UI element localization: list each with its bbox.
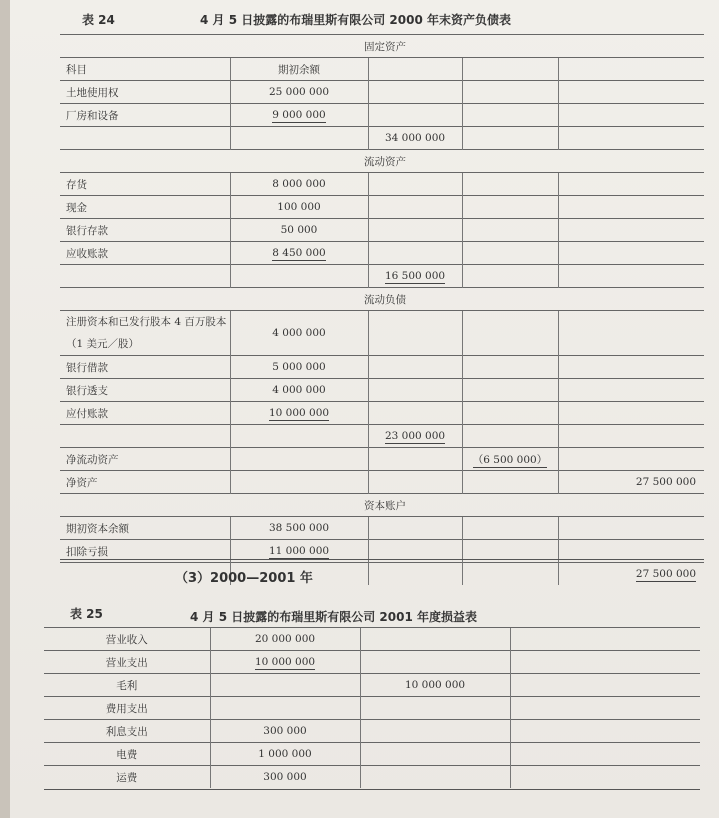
row-label: 银行借款 [60,356,230,379]
gross-profit-value: 10 000 000 [404,679,466,691]
table-row [60,563,704,586]
table-row [44,766,700,789]
table-row [60,104,704,127]
row-label: 注册资本和已发行股本 4 百万股本（1 美元／股） [60,311,230,356]
row-label: 营业支出 [44,651,210,674]
current-liabilities-total: 23 000 000 [384,430,446,442]
table-row [60,379,704,402]
current-assets-header-row [60,150,704,173]
table-row [60,448,704,471]
current-liabilities-header-row [60,288,704,311]
row-label: 银行存款 [60,219,230,242]
table-row [44,720,700,743]
section-header: 固定资产 [60,35,704,58]
row-value: 11 000 000 [268,545,330,557]
row-label: 银行透支 [60,379,230,402]
capital-account-total: 27 500 000 [635,568,697,580]
table-row [44,628,700,651]
row-value: 4 000 000 [272,384,326,396]
table-row [60,196,704,219]
table-row [44,651,700,674]
capital-account-header-row [60,494,704,517]
net-current-assets-value: （6 500 000） [472,453,548,466]
row-value: 50 000 [280,224,318,236]
row-value: 8 450 000 [272,247,326,259]
table24-bottom-rule [60,559,704,560]
row-label: 现金 [60,196,230,219]
row-value: 10 000 000 [268,407,330,419]
table-row [60,219,704,242]
row-value: 4 000 000 [272,327,326,339]
table-row [60,81,704,104]
table-row [44,674,700,697]
section-heading: （3）2000—2001 年 [175,571,313,586]
row-label: 毛利 [44,674,210,697]
table25-title: 4 月 5 日披露的布瑞里斯有限公司 2001 年度损益表 [190,610,477,624]
section-header: 流动资产 [60,150,704,173]
table-row [60,425,704,448]
table24-title: 4 月 5 日披露的布瑞里斯有限公司 2000 年末资产负债表 [200,13,511,27]
page-edge [0,0,10,818]
table-row [60,356,704,379]
row-value: 5 000 000 [272,361,326,373]
table-row [60,58,704,81]
table24-label: 表 24 [82,13,115,27]
table-row [44,697,700,720]
current-assets-total: 16 500 000 [384,270,446,282]
row-value: 300 000 [263,725,307,737]
row-value: 1 000 000 [258,748,312,760]
balance-sheet-table [60,34,704,585]
net-assets-value: 27 500 000 [635,476,697,488]
row-label: 净资产 [60,471,230,494]
table-row [60,173,704,196]
row-label: 电费 [44,743,210,766]
table-row [60,265,704,288]
col-opening-header: 期初余额 [230,58,368,81]
row-value: 20 000 000 [254,633,316,645]
table-row [60,402,704,425]
row-label: 应付账款 [60,402,230,425]
row-value: 25 000 000 [268,86,330,98]
row-value: 38 500 000 [268,522,330,534]
table-row [60,471,704,494]
row-value: 300 000 [263,771,307,783]
table-row [60,517,704,540]
row-label: 应收账款 [60,242,230,265]
row-label: 扣除亏损 [60,540,230,563]
row-label: 厂房和设备 [60,104,230,127]
fixed-assets-header-row [60,35,704,58]
row-label: 存货 [60,173,230,196]
table-row [60,242,704,265]
row-value: 8 000 000 [272,178,326,190]
row-label: 利息支出 [44,720,210,743]
section-header: 资本账户 [60,494,704,517]
section-header: 流动负债 [60,288,704,311]
row-label: 期初资本余额 [60,517,230,540]
fixed-assets-total: 34 000 000 [384,132,446,144]
table-row [60,127,704,150]
table25-label: 表 25 [70,607,103,621]
row-label: 费用支出 [44,697,210,720]
table-row [60,311,704,356]
col-subject-header: 科目 [60,58,230,81]
row-label: 土地使用权 [60,81,230,104]
table25-bottom-rule [44,789,700,790]
row-value: 10 000 000 [254,656,316,668]
row-label: 运费 [44,766,210,789]
row-label: 净流动资产 [60,448,230,471]
row-value: 100 000 [277,201,321,213]
table-row [44,743,700,766]
row-label: 营业收入 [44,628,210,651]
row-value: 9 000 000 [272,109,326,121]
income-statement-table [44,627,700,788]
